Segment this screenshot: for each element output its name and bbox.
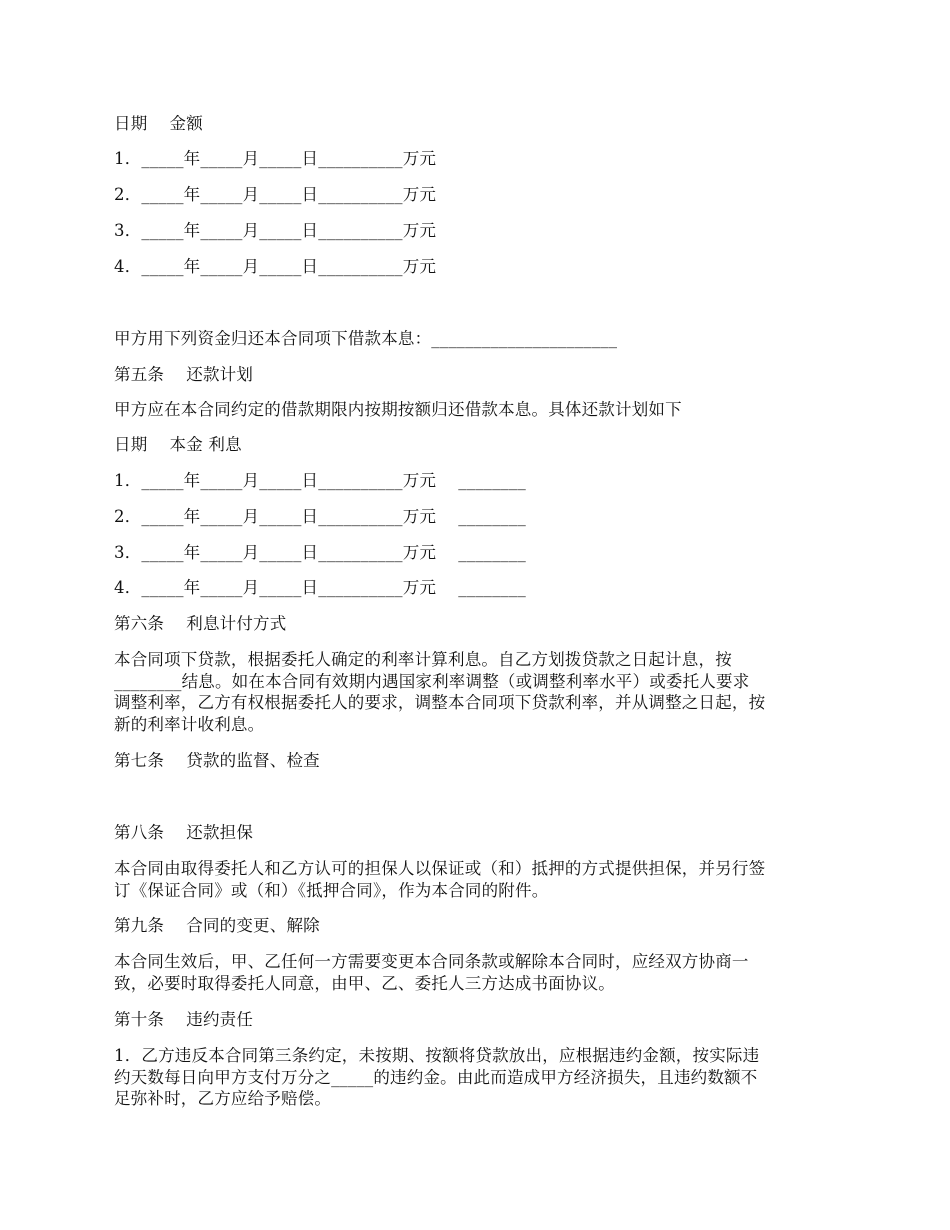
repay-source-line: 甲方用下列资金归还本合同项下借款本息：______________________ xyxy=(114,329,618,348)
article-6-line-3: 调整利率，乙方有权根据委托人的要求，调整本合同项下贷款利率，并从调整之日起，按 xyxy=(114,693,766,712)
amount-row-2: 2．_____年_____月_____日__________万元 xyxy=(114,185,437,204)
article-10-line-2: 约天数每日向甲方支付万分之_____的违约金。由此而造成甲方经济损失，且违约数额不 xyxy=(114,1067,758,1087)
article-5-title: 第五条 还款计划 xyxy=(114,365,254,384)
article-8-line-2: 订《保证合同》或（和）《抵押合同》，作为本合同的附件。 xyxy=(114,880,549,900)
article-10-line-1: 1．乙方违反本合同第三条约定，未按期、按额将贷款放出，应根据违约金额，按实际违 xyxy=(114,1046,760,1065)
article-8-line-1: 本合同由取得委托人和乙方认可的担保人以保证或（和）抵押的方式提供担保，并另行签 xyxy=(114,859,766,878)
article-10-title: 第十条 违约责任 xyxy=(114,1010,254,1029)
article-9-line-2: 致，必要时取得委托人同意，由甲、乙、委托人三方达成书面协议。 xyxy=(114,973,615,993)
repayment-table-header: 日期 本金 利息 xyxy=(114,435,242,454)
article-7-title: 第七条 贷款的监督、检查 xyxy=(114,751,320,770)
article-9-body xyxy=(114,951,842,994)
amount-row-1: 1．_____年_____月_____日__________万元 xyxy=(114,149,437,168)
article-9-title: 第九条 合同的变更、解除 xyxy=(114,916,320,935)
amount-table-header: 日期 金额 xyxy=(114,114,203,133)
article-5-intro: 甲方应在本合同约定的借款期限内按期按额归还借款本息。具体还款计划如下 xyxy=(114,400,682,419)
repayment-row-1: 1．_____年_____月_____日__________万元 ________ xyxy=(114,471,526,490)
article-6-line-1: 本合同项下贷款，根据委托人确定的利率计算利息。自乙方划拨贷款之日起计息，按 xyxy=(114,650,732,669)
article-10-line-3: 足弥补时，乙方应给予赔偿。 xyxy=(114,1089,332,1108)
article-9-line-1: 本合同生效后，甲、乙任何一方需要变更本合同条款或解除本合同时，应经双方协商一 xyxy=(114,952,749,971)
article-8-body xyxy=(114,858,842,901)
article-6-line-2: ________结息。如在本合同有效期内遇国家利率调整（或调整利率水平）或委托人要求 xyxy=(114,671,750,691)
article-6-body xyxy=(114,649,842,735)
article-6-line-4: 新的利率计收利息。 xyxy=(114,714,265,734)
repayment-row-3: 3．_____年_____月_____日__________万元 ________ xyxy=(114,543,526,562)
article-10-body xyxy=(114,1045,842,1110)
amount-row-4: 4．_____年_____月_____日__________万元 xyxy=(114,257,437,276)
article-8-title: 第八条 还款担保 xyxy=(114,823,254,842)
article-6-title: 第六条 利息计付方式 xyxy=(114,614,287,633)
repayment-row-4: 4．_____年_____月_____日__________万元 ________ xyxy=(114,578,526,597)
repayment-row-2: 2．_____年_____月_____日__________万元 ________ xyxy=(114,507,526,526)
amount-row-3: 3．_____年_____月_____日__________万元 xyxy=(114,221,437,240)
